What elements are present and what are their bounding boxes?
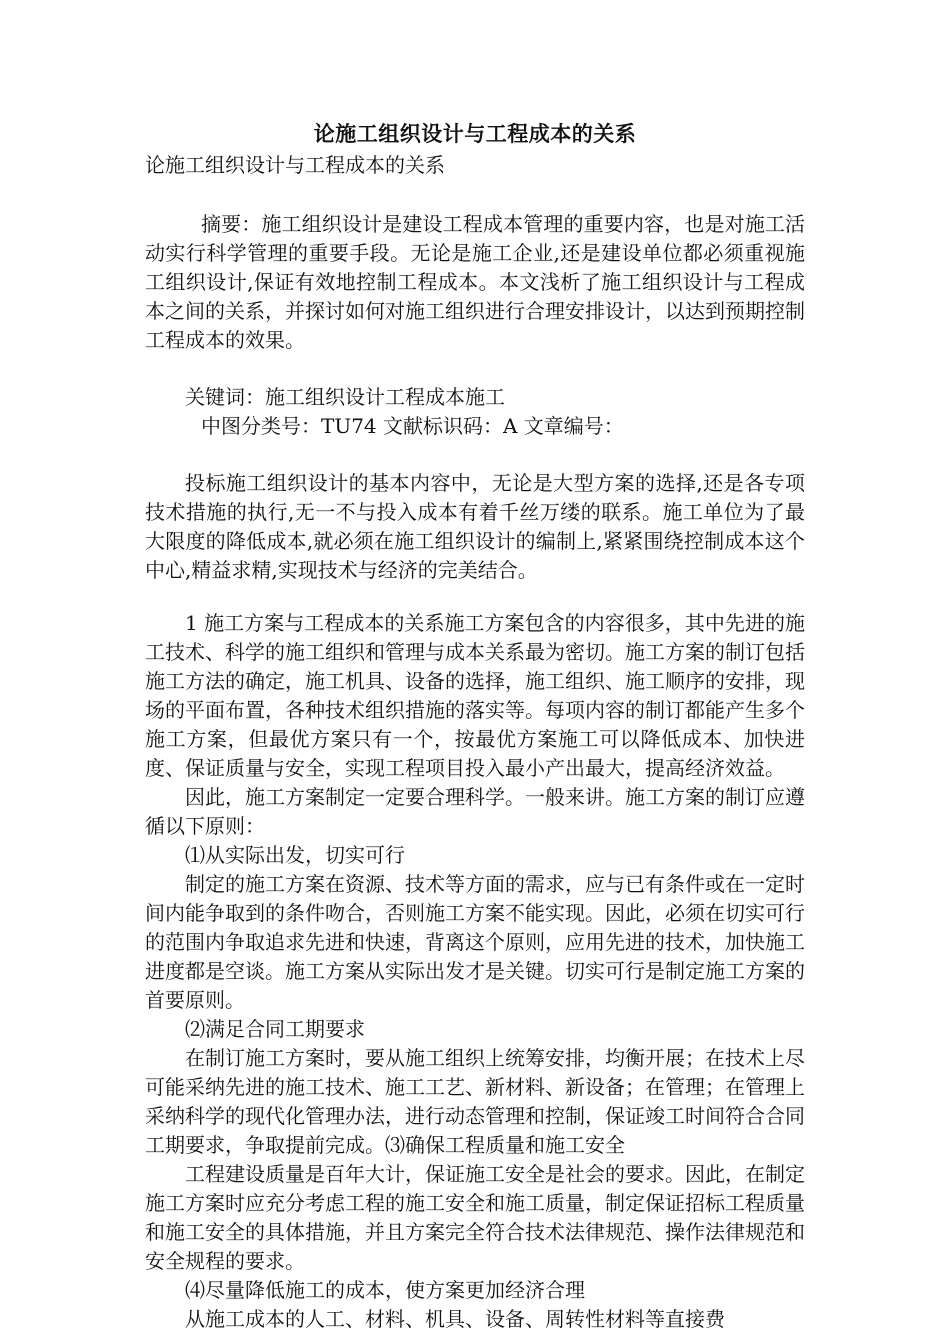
body-paragraph: 制定的施工方案在资源、技术等方面的需求，应与已有条件或在一定时间内能争取到的条件吻合，否则施工方案不能实现。因此，必须在切实可行的范围内争取追求先进和快速，背离这个原则，应用先进的技术，加快施工进度都是空谈。施工方案从实际出发才是关键。切实可行是制定施工方案的首要原则。: [145, 872, 805, 1012]
body-paragraph: 因此，施工方案制定一定要合理科学。一般来讲。施工方案的制订应遵循以下原则：: [145, 785, 805, 838]
document-body: [145, 118, 805, 1334]
document-title: 论施工组织设计与工程成本的关系: [313, 121, 637, 146]
keywords-line: 关键词：施工组织设计工程成本施工: [185, 385, 505, 409]
body-paragraph: 投标施工组织设计的基本内容中，无论是大型方案的选择,还是各专项技术措施的执行,无一不与投入成本有着千丝万缕的联系。施工单位为了最大限度的降低成本,就必须在施工组织设计的编制上,紧紧围绕控制成本这个中心,精益求精,实现技术与经济的完美结合。: [145, 471, 805, 582]
principle-heading: ⑵满足合同工期要求: [185, 1017, 365, 1041]
principle-heading: ⑴从实际出发，切实可行: [185, 843, 405, 867]
principle-heading: ⑷尽量降低施工的成本，使方案更加经济合理: [185, 1278, 585, 1302]
body-paragraph: 从施工成本的人工、材料、机具、设备、周转性材料等直接费: [185, 1307, 725, 1331]
abstract-paragraph: 摘要：施工组织设计是建设工程成本管理的重要内容，也是对施工活动实行科学管理的重要手段。无论是施工企业,还是建设单位都必须重视施工组织设计,保证有效地控制工程成本。本文浅析了施工组织设计与工程成本之间的关系，并探讨如何对施工组织进行合理安排设计，以达到预期控制工程成本的效果。: [145, 212, 805, 352]
body-paragraph: 在制订施工方案时，要从施工组织上统筹安排，均衡开展；在技术上尽可能采纳先进的施工技术、施工工艺、新材料、新设备；在管理；在管理上采纳科学的现代化管理办法，进行动态管理和控制，保证竣工时间符合合同工期要求，争取提前完成。⑶确保工程质量和施工安全: [145, 1046, 805, 1157]
section-1-paragraph: 1 施工方案与工程成本的关系施工方案包含的内容很多，其中先进的施工技术、科学的施工组织和管理与成本关系最为密切。施工方案的制订包括施工方法的确定，施工机具、设备的选择，施工组织、施工顺序的安排，现场的平面布置，各种技术组织措施的落实等。每项内容的制订都能产生多个施工方案，但最优方案只有一个，按最优方案施工可以降低成本、加快进度、保证质量与安全，实现工程项目投入最小产出最大，提高经济效益。: [145, 611, 805, 780]
body-paragraph: 工程建设质量是百年大计，保证施工安全是社会的要求。因此，在制定施工方案时应充分考虑工程的施工安全和施工质量，制定保证招标工程质量和施工安全的具体措施，并且方案完全符合技术法律规范、操作法律规范和安全规程的要求。: [145, 1162, 805, 1273]
classification-line: 中图分类号：TU74 文献标识码：A 文章编号：: [201, 414, 624, 438]
document-subtitle: 论施工组织设计与工程成本的关系: [145, 153, 445, 177]
